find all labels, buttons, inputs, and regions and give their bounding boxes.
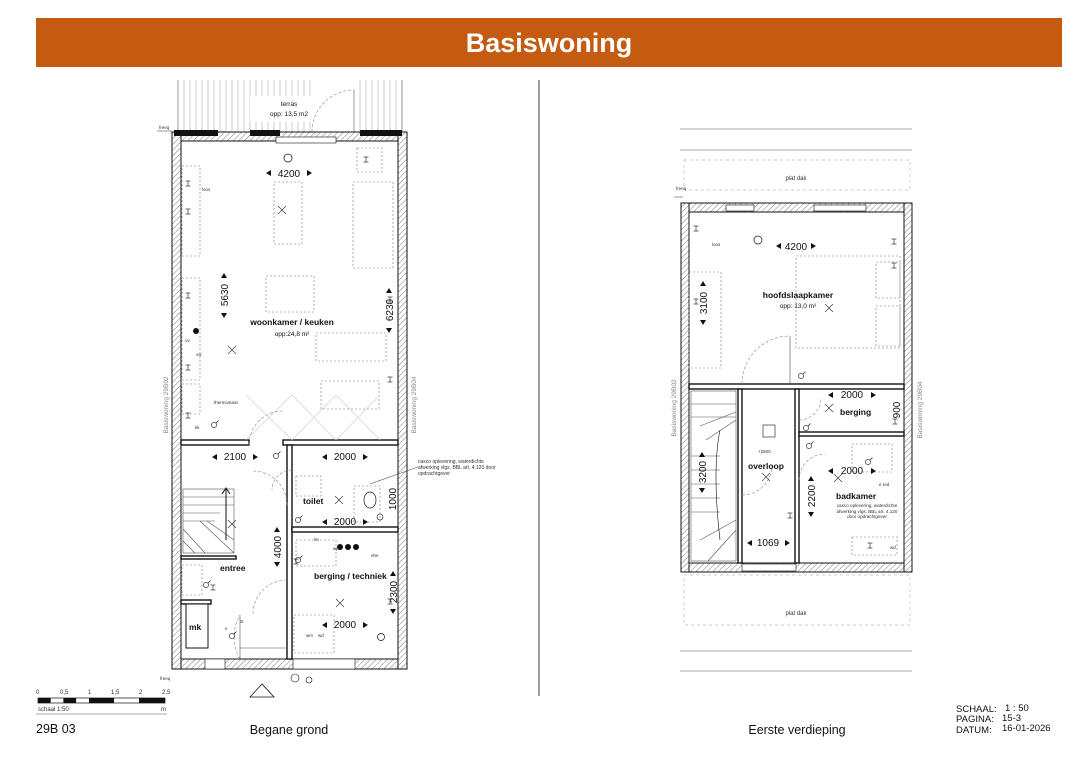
socket-icon: [193, 328, 199, 334]
terrace-label: terras: [280, 101, 298, 108]
upper-doors: [742, 336, 825, 495]
switch-icon: [803, 424, 810, 431]
terrace-area-label: opp: 13,5 m2: [270, 111, 308, 118]
date-meta-value: 16-01-2026: [1002, 723, 1051, 734]
switch-icon: [798, 372, 805, 379]
footer: [36, 703, 1051, 737]
flat-roof-top-label: plat dak: [785, 176, 807, 182]
scale-tick-3: 1,5: [111, 690, 120, 696]
dim-right-height: 6230: [385, 298, 396, 322]
upper-floor-caption: Eerste verdieping: [748, 723, 846, 737]
dim-2300: 2300: [389, 580, 400, 604]
dim-2000-b: 2000: [333, 517, 357, 528]
room-landing-label: overloop: [748, 461, 784, 471]
ground-floor-caption: Begane grond: [249, 723, 329, 737]
ground-note-box: [418, 459, 496, 493]
ground-finish-note: casco oplevering, waterdichte afwerking vlgs. BBL art. 4.120 door opdrachtgever: [418, 459, 496, 477]
wp-label: wp: [333, 546, 339, 551]
scale-meta-label: SCHAAL:: [956, 704, 997, 715]
ceiling-light-icon: [228, 520, 236, 528]
scale-unit: m: [161, 707, 166, 713]
ceiling-light-icon: [825, 404, 833, 412]
dim-1000: 1000: [388, 487, 399, 511]
meter-cupboard-label: mk: [189, 622, 202, 632]
ceiling-light-icon: [336, 599, 344, 607]
doorbell-icon: [306, 677, 312, 683]
page-meta-label: PAGINA:: [956, 714, 994, 725]
ground-floor-plan: [157, 80, 496, 697]
socket-icon: [186, 293, 191, 298]
socket-icon: [892, 263, 897, 268]
wm-label: wm: [306, 633, 313, 638]
switch-icon: [865, 458, 872, 465]
e-label: e: [225, 626, 228, 631]
neighbour-left-label: Basiswoning 29B02: [163, 376, 170, 434]
upper-note-box: [832, 503, 902, 533]
ground-exterior-walls: [157, 125, 407, 681]
vw-label: vw: [196, 352, 202, 357]
socket-icon: [694, 299, 699, 304]
socket-icon: [892, 239, 897, 244]
upper-dim-2200: 2200: [807, 484, 818, 508]
page-title: Basiswoning: [465, 28, 633, 58]
kk-label: kk: [195, 425, 200, 430]
upper-dim-2000-b: 2000: [840, 466, 864, 477]
dim-2000-c: 2000: [333, 620, 357, 631]
ceiling-light-icon: [825, 304, 833, 312]
upper-dim-top-width: 4200: [784, 242, 808, 253]
smoke-detector-icon: [754, 236, 762, 244]
socket-icon: [186, 365, 191, 370]
toilet-icon: [364, 492, 376, 508]
switch-icon: [211, 421, 218, 428]
room-storage-label: berging / techniek: [314, 571, 387, 581]
oven-label: ov: [185, 338, 190, 343]
loos-label-upper: loos: [712, 242, 721, 247]
scale-tick-1: 0,5: [60, 690, 69, 696]
room-bedroom-area: opp: 13,0 m²: [779, 303, 817, 310]
wd-label-upper: wd: [890, 545, 896, 550]
socket-icon: [186, 209, 191, 214]
dim-top-width: 4200: [277, 169, 301, 180]
socket-icon: [868, 543, 873, 548]
ground-dimensions: [212, 169, 400, 631]
dim-left-height: 5630: [220, 283, 231, 307]
switch-icon: [229, 632, 236, 639]
st-label: st: [240, 619, 244, 624]
upper-finish-note: casco oplevering, waterdichte afwerking vlgs. BBL art. 4.120 door opdrachtgever: [836, 503, 898, 520]
page-meta-value: 15-3: [1002, 713, 1022, 724]
scale-tick-2: 1: [88, 690, 92, 696]
upper-dim-2000-a: 2000: [840, 390, 864, 401]
scale-tick-4: 2: [139, 690, 143, 696]
room-bathroom-label: badkamer: [836, 491, 877, 501]
upper-dim-3100: 3100: [699, 291, 710, 315]
date-meta-label: DATUM:: [956, 725, 992, 736]
upper-neighbour-left-label: Basiswoning 29B02: [671, 379, 678, 437]
upper-dim-3200: 3200: [698, 460, 709, 484]
socket-icon: [364, 157, 369, 162]
e-red-label: e.red: [879, 482, 890, 487]
drawing-code: 29B 03: [36, 722, 76, 736]
socket-icon: [388, 377, 393, 382]
scale-label: schaal 1:50: [38, 707, 69, 713]
upper-dim-1069: 1069: [756, 538, 780, 549]
ehe-label: ehe: [371, 553, 379, 558]
upper-fixed-label: freeq: [676, 186, 687, 191]
switch-icon: [295, 516, 302, 523]
flat-roof-bottom-label: plat dak: [785, 611, 807, 617]
socket-icon: [186, 181, 191, 186]
smoke-detector-icon: [284, 154, 292, 162]
room-living-label: woonkamer / keuken: [250, 317, 334, 327]
socket-icon: [893, 419, 898, 424]
scale-meta-value: 1 : 50: [1005, 703, 1029, 714]
wall-outlet-icon: [763, 425, 775, 437]
switch-icon: [203, 581, 210, 588]
dim-2100: 2100: [223, 452, 247, 463]
entrance-arrow-icon: [250, 684, 274, 697]
room-living-area: opp:24,8 m²: [274, 331, 310, 338]
socket-icon: [694, 226, 699, 231]
neighbour-right-label: Basiswoning 29B04: [411, 376, 418, 434]
ground-stairs: [183, 488, 234, 553]
socket-icon: [211, 585, 216, 590]
switch-icon: [273, 452, 280, 459]
scale-tick-0: 0: [36, 690, 40, 696]
socket-icon: [788, 513, 793, 518]
ceiling-light-icon: [278, 206, 286, 214]
thermostat-label: thermostaat: [214, 400, 238, 405]
fixed-label-bottom: freeq: [160, 676, 171, 681]
scale-tick-5: 2,5: [162, 690, 171, 696]
smoke-detector-icon: [378, 634, 385, 641]
lm-label: lm: [314, 537, 319, 542]
level-label: +2600: [758, 449, 771, 454]
room-storage-upper-label: berging: [840, 407, 872, 417]
room-toilet-label: toilet: [303, 496, 324, 506]
fixed-label-top: freeq: [159, 125, 170, 130]
room-bedroom-label: hoofdslaapkamer: [762, 290, 834, 300]
room-entree-label: entree: [220, 563, 246, 573]
wd-label: wd: [318, 633, 324, 638]
technical-unit-icon: [345, 544, 351, 550]
upper-floor-plan: [671, 129, 924, 671]
upper-dim-900: 900: [892, 401, 903, 419]
switch-icon: [806, 442, 813, 449]
dim-4000: 4000: [273, 535, 284, 559]
scale-bar: [36, 690, 171, 714]
ceiling-light-icon: [228, 346, 236, 354]
outdoor-light-icon: [291, 674, 299, 682]
terrace-area: [178, 80, 402, 132]
dim-2000-a: 2000: [333, 452, 357, 463]
ceiling-light-icon: [335, 496, 343, 504]
ceiling-light-icon: [762, 473, 770, 481]
technical-unit-icon: [353, 544, 359, 550]
upper-neighbour-right-label: Basiswoning 29B04: [917, 381, 924, 439]
loos-label: loos: [202, 187, 211, 192]
